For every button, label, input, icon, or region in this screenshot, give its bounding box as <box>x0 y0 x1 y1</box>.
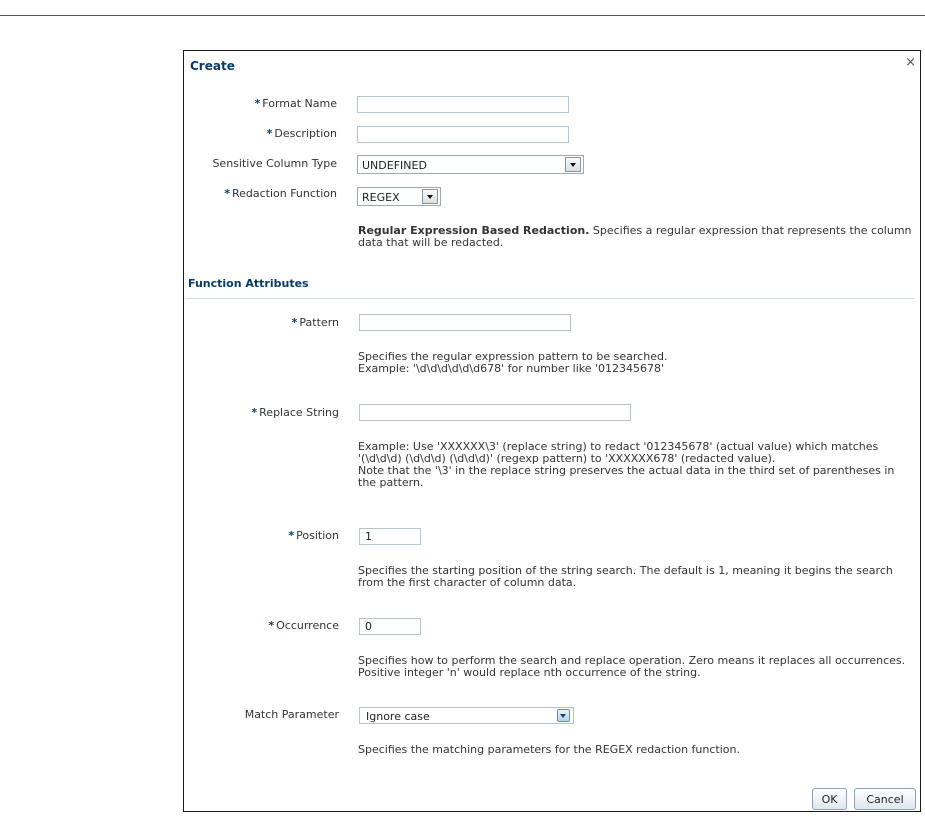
chevron-down-icon[interactable] <box>565 157 581 172</box>
function-description-text: Specifies a regular expression that represents the column data that will be redacted. <box>358 224 912 249</box>
function-description <box>358 225 913 249</box>
occurrence-input[interactable] <box>359 618 421 635</box>
required-marker: * <box>268 619 275 632</box>
redaction-function-label: * Redaction Function <box>224 187 337 200</box>
function-description-title: Regular Expression Based Redaction. <box>358 224 590 237</box>
pattern-label: * Pattern <box>291 316 339 329</box>
match-parameter-value: Ignore case <box>366 710 430 723</box>
cancel-button[interactable]: Cancel <box>854 788 916 810</box>
section-divider <box>186 298 915 299</box>
sensitive-column-type-value: UNDEFINED <box>362 159 427 172</box>
pattern-help: Specifies the regular expression pattern to be searched. Example: '\d\d\d\d\d\d678' for number like '012345678' <box>358 350 668 375</box>
required-marker: * <box>291 316 298 329</box>
position-help: Specifies the starting position of the string search. The default is 1, meaning it begins the search from the first character of column data. <box>358 564 893 589</box>
required-marker: * <box>224 187 230 200</box>
match-parameter-label: Match Parameter <box>244 708 339 721</box>
dialog-title: Create <box>190 59 235 73</box>
description-input[interactable] <box>357 126 569 143</box>
create-dialog <box>183 50 921 812</box>
match-parameter-select[interactable] <box>359 707 574 724</box>
chevron-down-icon[interactable] <box>557 709 570 722</box>
required-marker: * <box>266 127 273 140</box>
required-marker: * <box>251 406 258 419</box>
format-name-input[interactable] <box>357 96 569 113</box>
position-label: * Position <box>288 529 339 542</box>
required-marker: * <box>288 529 295 542</box>
redaction-function-value: REGEX <box>362 191 400 204</box>
redaction-function-select[interactable] <box>357 187 441 206</box>
close-icon[interactable]: × <box>905 55 916 70</box>
replace-string-label: * Replace String <box>251 406 339 419</box>
occurrence-label: * Occurrence <box>268 619 339 632</box>
function-attributes-heading: Function Attributes <box>188 277 309 290</box>
description-label: * Description <box>266 127 337 140</box>
format-name-label: * Format Name <box>254 97 337 110</box>
occurrence-help: Specifies how to perform the search and replace operation. Zero means it replaces all occurrences. Positive integer 'n' would replace nth occurrence of the string. <box>358 654 906 679</box>
chevron-down-icon[interactable] <box>422 189 438 204</box>
sensitive-column-type-label: Sensitive Column Type <box>212 157 337 170</box>
replace-string-help: Example: Use 'XXXXXX\3' (replace string) to redact '012345678' (actual value) which matches '(\d\d\d) (\d\d\d) (\d\d\d)' (regexp pattern) to 'XXXXXX678' (redacted value). Note that the '\3' in the replace string preserves the actual data in the third set of parentheses in the pattern. <box>358 440 895 489</box>
required-marker: * <box>254 97 261 110</box>
position-input[interactable] <box>359 528 421 545</box>
replace-string-input[interactable] <box>359 404 631 421</box>
match-parameter-help: Specifies the matching parameters for the REGEX redaction function. <box>358 743 740 756</box>
top-divider <box>0 15 925 16</box>
ok-button[interactable]: OK <box>812 788 847 810</box>
pattern-input[interactable] <box>359 314 571 331</box>
sensitive-column-type-select[interactable] <box>357 155 584 174</box>
